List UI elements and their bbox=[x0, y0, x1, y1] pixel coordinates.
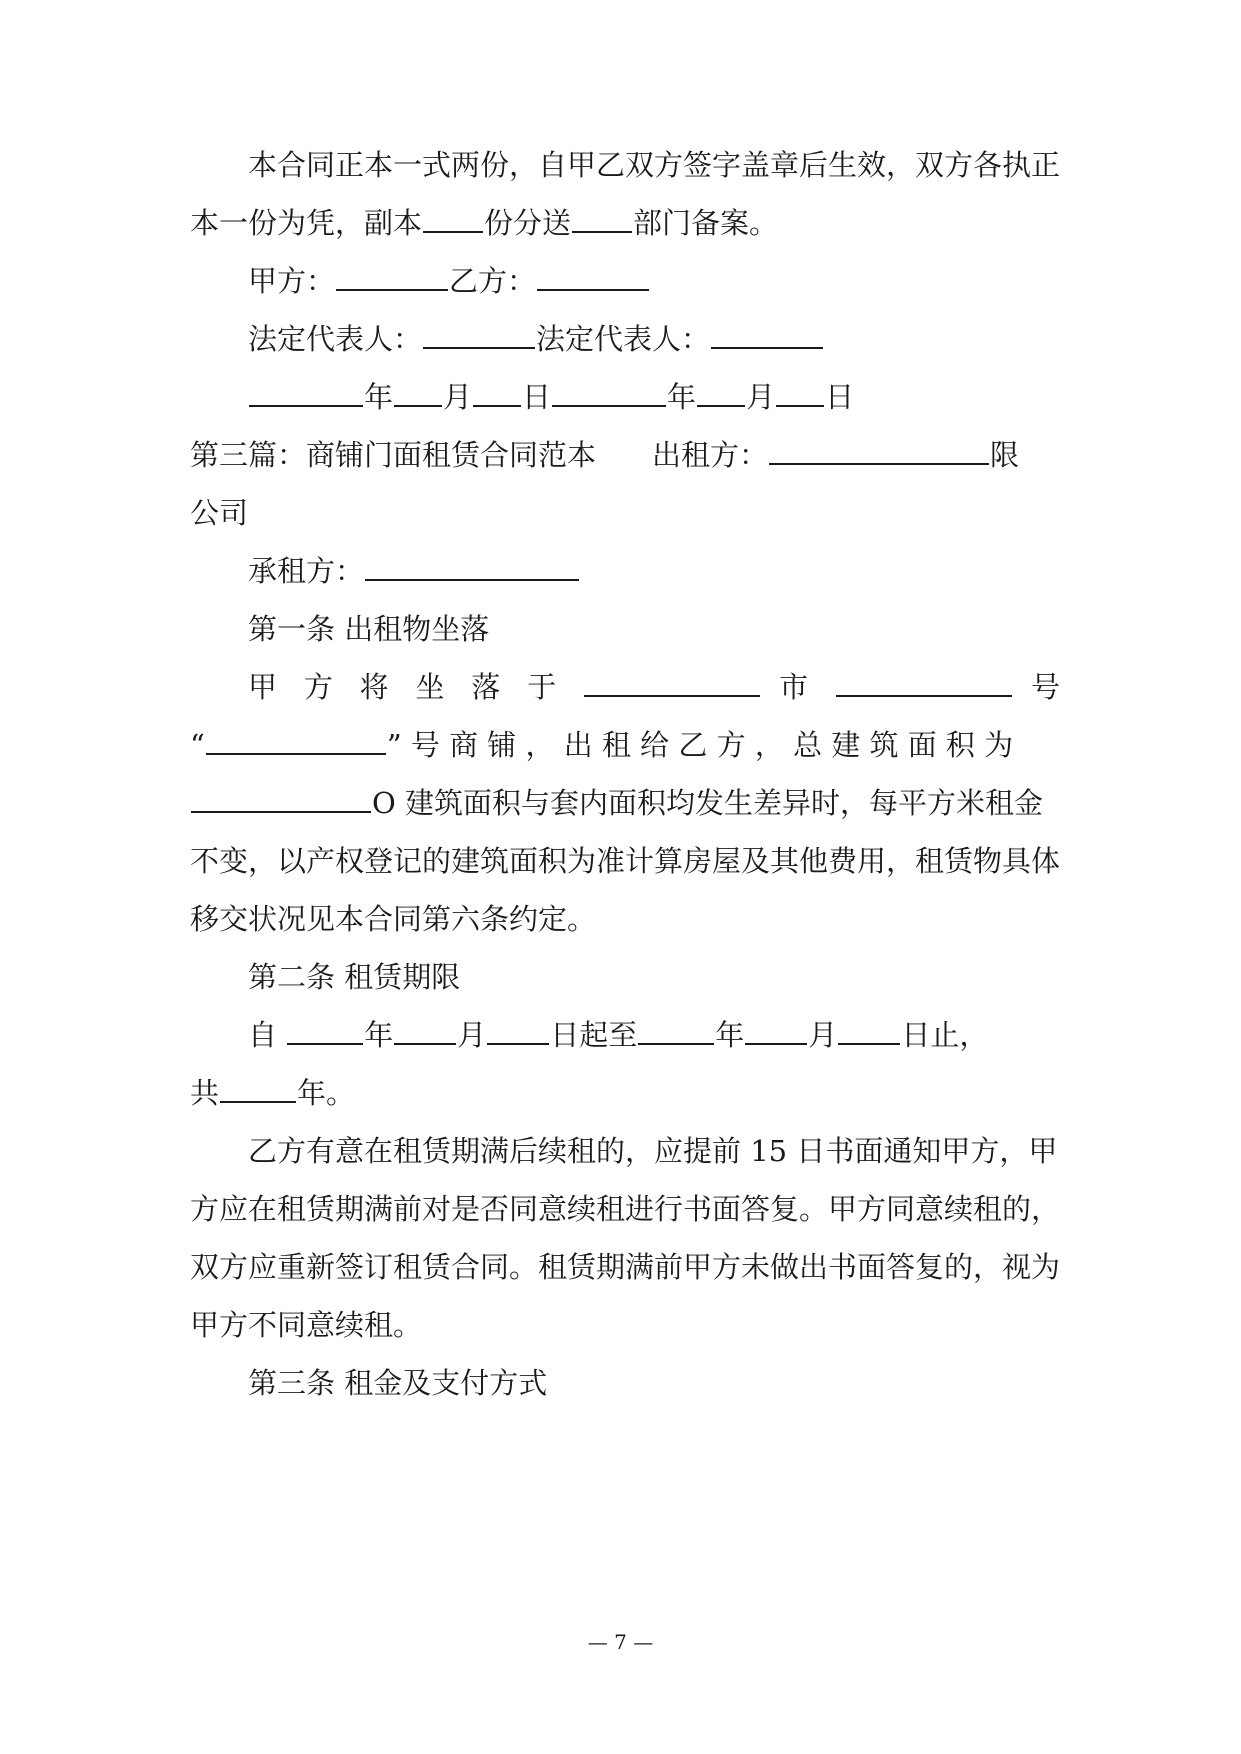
blank-field bbox=[836, 669, 1012, 697]
paragraph-line-19: 方应在租赁期满前对是否同意续租进行书面答复。甲方同意续租的， bbox=[190, 1192, 1061, 1226]
blank-field bbox=[711, 321, 823, 349]
blank-field bbox=[584, 669, 760, 697]
paragraph-line-21: 甲方不同意续租。 bbox=[190, 1308, 423, 1342]
blank-field bbox=[220, 1075, 296, 1103]
blank-field bbox=[769, 437, 989, 465]
paragraph-line-13: 不变，以产权登记的建筑面积为准计算房屋及其他费用，租赁物具体 bbox=[190, 844, 1061, 878]
blank-field bbox=[206, 727, 386, 755]
paragraph-line-7: 公司 bbox=[190, 496, 249, 530]
paragraph-line-11: “ ” 号 商 铺 ， 出 租 给 乙 方 ， 总 建 筑 面 积 为 bbox=[190, 728, 1014, 762]
blank-field bbox=[423, 205, 483, 233]
blank-field bbox=[365, 553, 579, 581]
paragraph-line-17: 共 年。 bbox=[190, 1076, 356, 1110]
section-heading-line: 第三篇：商铺门面租赁合同范本 出租方： 限 bbox=[190, 438, 1020, 472]
blank-field bbox=[537, 263, 649, 291]
blank-field bbox=[394, 379, 442, 407]
legal-representative-line: 法定代表人： 法定代表人： bbox=[248, 321, 1060, 357]
blank-field bbox=[249, 379, 363, 407]
blank-field bbox=[638, 1017, 714, 1045]
article-2-heading: 第二条 租赁期限 bbox=[248, 960, 461, 994]
blank-field bbox=[838, 1017, 900, 1045]
blank-field bbox=[697, 379, 745, 407]
paragraph-line-2: 本一份为凭，副本 份分送 部门备案。 bbox=[190, 206, 779, 240]
paragraph-line-20: 双方应重新签订租赁合同。租赁期满前甲方未做出书面答复的，视为 bbox=[190, 1250, 1061, 1284]
blank-field bbox=[473, 379, 521, 407]
date-line: 年 月 日 年 月 日 bbox=[248, 379, 1060, 415]
party-a-b-line: 甲方： 乙方： bbox=[248, 263, 1060, 299]
section-title: 第三篇：商铺门面租赁合同范本 bbox=[190, 438, 597, 472]
blank-field bbox=[191, 785, 371, 813]
page-number: — 7 — bbox=[587, 1630, 654, 1654]
blank-field bbox=[745, 1017, 807, 1045]
blank-field bbox=[287, 1017, 363, 1045]
blank-field bbox=[394, 1017, 456, 1045]
paragraph-line-12: O 建筑面积与套内面积均发生差异时，每平方米租金 bbox=[190, 785, 1060, 821]
article-1-heading: 第一条 出租物坐落 bbox=[248, 612, 490, 646]
blank-field bbox=[336, 263, 448, 291]
blank-field bbox=[552, 379, 666, 407]
blank-field bbox=[572, 205, 632, 233]
paragraph-line-1: 本合同正本一式两份，自甲乙双方签字盖章后生效，双方各执正 bbox=[248, 148, 1061, 182]
blank-field bbox=[776, 379, 824, 407]
paragraph-line-18: 乙方有意在租赁期满后续租的，应提前 15 日书面通知甲方，甲 bbox=[248, 1134, 1058, 1168]
paragraph-line-10: 甲 方 将 坐 落 于 市 号 bbox=[248, 670, 1060, 704]
lessee-line: 承租方： bbox=[248, 553, 1060, 589]
paragraph-line-14: 移交状况见本合同第六条约定。 bbox=[190, 902, 597, 936]
lease-term-line: 自 年 月 日起至 年 月 日止， bbox=[248, 1018, 989, 1052]
article-3-heading: 第三条 租金及支付方式 bbox=[248, 1366, 548, 1400]
blank-field bbox=[423, 321, 535, 349]
blank-field bbox=[487, 1017, 549, 1045]
